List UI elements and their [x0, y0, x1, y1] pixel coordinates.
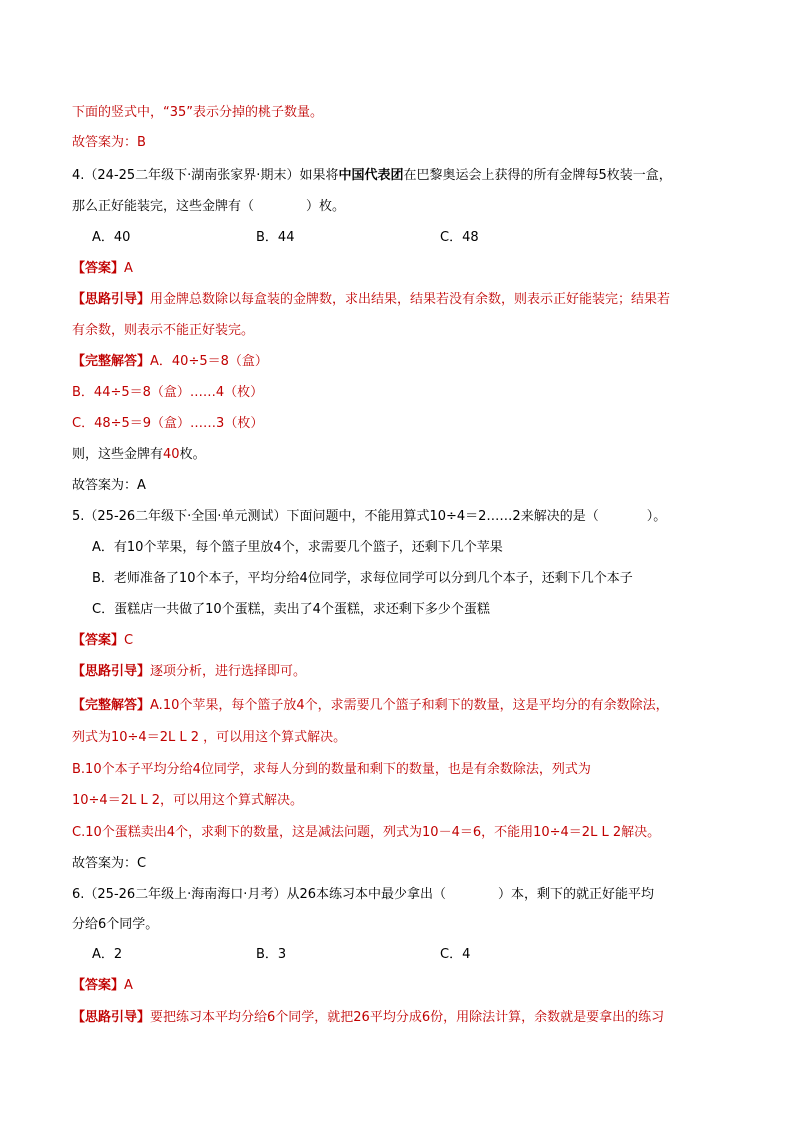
- q4-stem-part-a: 4.（24-25二年级下·湖南张家界·期末）如果将: [72, 168, 339, 183]
- q4-option-a: A．40: [92, 230, 131, 245]
- q5-option-b: B．老师准备了10个本子，平均分给4位同学，求每位同学可以分到几个本子，还剩下几个本子: [92, 571, 633, 586]
- q4-stem-line2-a: 那么正好能装完，这些金牌有（: [72, 199, 255, 214]
- q4-solution-line2: B．44÷5＝8（盒）……4（枚）: [72, 385, 264, 400]
- q4-answer-line: [72, 260, 133, 278]
- q5-solution-b-line1: B.10个本子平均分给4位同学，求每人分到的数量和剩下的数量，也是有余数除法，列式为: [72, 762, 591, 777]
- q4-guide-line2: 有余数，则表示不能正好装完。: [72, 323, 255, 338]
- q6-option-b: B．3: [256, 947, 287, 962]
- q4-option-b: B．44: [256, 230, 295, 245]
- q5-stem: [72, 508, 666, 526]
- q4-stem-line1: [72, 167, 672, 185]
- q4-then-line: [72, 446, 206, 464]
- q5-solution-a1: A.10个苹果，每个篮子放4个，求需要几个篮子和剩下的数量，这是平均分的有余数除法，: [150, 698, 669, 713]
- q4-stem-part-b: 中国代表团: [338, 168, 404, 183]
- q4-solution-line1: [72, 353, 268, 371]
- q5-answer-tag: 【答案】: [72, 633, 125, 648]
- q6-guide-tag: 【思路引导】: [72, 1010, 151, 1025]
- q4-conclusion: 故答案为：A: [72, 478, 146, 493]
- q3-explanation-line: 下面的竖式中，“35”表示分掉的桃子数量。: [72, 105, 324, 120]
- q5-guide-tag: 【思路引导】: [72, 664, 151, 679]
- q4-stem-part-c: 在巴黎奥运会上获得的所有金牌每5枚装一盒，: [403, 168, 672, 183]
- q5-stem-b: ）。: [646, 509, 667, 524]
- q6-stem-b: ）本，剩下的就正好能平均: [498, 887, 655, 902]
- q5-option-c: C．蛋糕店一共做了10个蛋糕，卖出了4个蛋糕，求还剩下多少个蛋糕: [92, 602, 490, 617]
- q4-option-c: C．48: [440, 230, 479, 245]
- q5-solution-a-line1: [72, 697, 669, 715]
- q6-answer-value: A: [124, 978, 133, 993]
- q3-conclusion: 故答案为：B: [72, 135, 146, 150]
- q6-answer-line: [72, 977, 133, 995]
- q5-conclusion: 故答案为：C: [72, 856, 147, 871]
- q4-then-a: 则，这些金牌有: [72, 447, 164, 462]
- q4-solution-line3: C．48÷5＝9（盒）……3（枚）: [72, 416, 264, 431]
- q6-guide-text: 要把练习本平均分给6个同学，就把26平均分成6份，用除法计算，余数就是要拿出的练习: [150, 1010, 665, 1025]
- q5-solution-b-line2: 10÷4＝2L L 2，可以用这个算式解决。: [72, 793, 303, 808]
- q4-solution-tag: 【完整解答】: [72, 354, 151, 369]
- q4-guide-tag: 【思路引导】: [72, 292, 151, 307]
- q6-stem-line1: [72, 886, 654, 904]
- q4-then-b: 40: [163, 447, 180, 462]
- q5-guide-text: 逐项分析，进行选择即可。: [150, 664, 307, 679]
- q5-option-a: A．有10个苹果，每个篮子里放4个，求需要几个篮子，还剩下几个苹果: [92, 540, 503, 555]
- q6-option-a: A．2: [92, 947, 123, 962]
- q4-answer-tag: 【答案】: [72, 261, 125, 276]
- q4-guide-text1: 用金牌总数除以每盒装的金牌数，求出结果，结果若没有余数，则表示正好能装完；结果若: [150, 292, 671, 307]
- q4-stem-line2: [72, 198, 345, 216]
- q5-answer-line: [72, 632, 133, 650]
- q6-stem-line2: 分给6个同学。: [72, 917, 159, 932]
- q5-stem-a: 5.（25-26二年级下·全国·单元测试）下面问题中，不能用算式10÷4＝2……2来解决的是（: [72, 509, 599, 524]
- q6-option-c: C．4: [440, 947, 471, 962]
- q4-answer-value: A: [124, 261, 133, 276]
- q4-then-c: 枚。: [179, 447, 206, 462]
- q5-answer-value: C: [124, 633, 134, 648]
- q4-guide-line1: [72, 291, 670, 309]
- q5-solution-c-line: C.10个蛋糕卖出4个，求剩下的数量，这是减法问题，列式为10－4＝6，不能用10÷4＝2L L 2解决。: [72, 825, 661, 840]
- q6-answer-tag: 【答案】: [72, 978, 125, 993]
- q6-guide-line: [72, 1009, 664, 1027]
- q4-solution-a: A．40÷5＝8（盒）: [150, 354, 268, 369]
- q5-solution-a-line2: 列式为10÷4＝2L L 2 ，可以用这个算式解决。: [72, 730, 347, 745]
- q6-stem-a: 6.（25-26二年级上·海南海口·月考）从26本练习本中最少拿出（: [72, 887, 446, 902]
- q5-solution-tag: 【完整解答】: [72, 698, 151, 713]
- q4-stem-line2-b: ）枚。: [306, 199, 346, 214]
- q5-guide-line: [72, 663, 306, 681]
